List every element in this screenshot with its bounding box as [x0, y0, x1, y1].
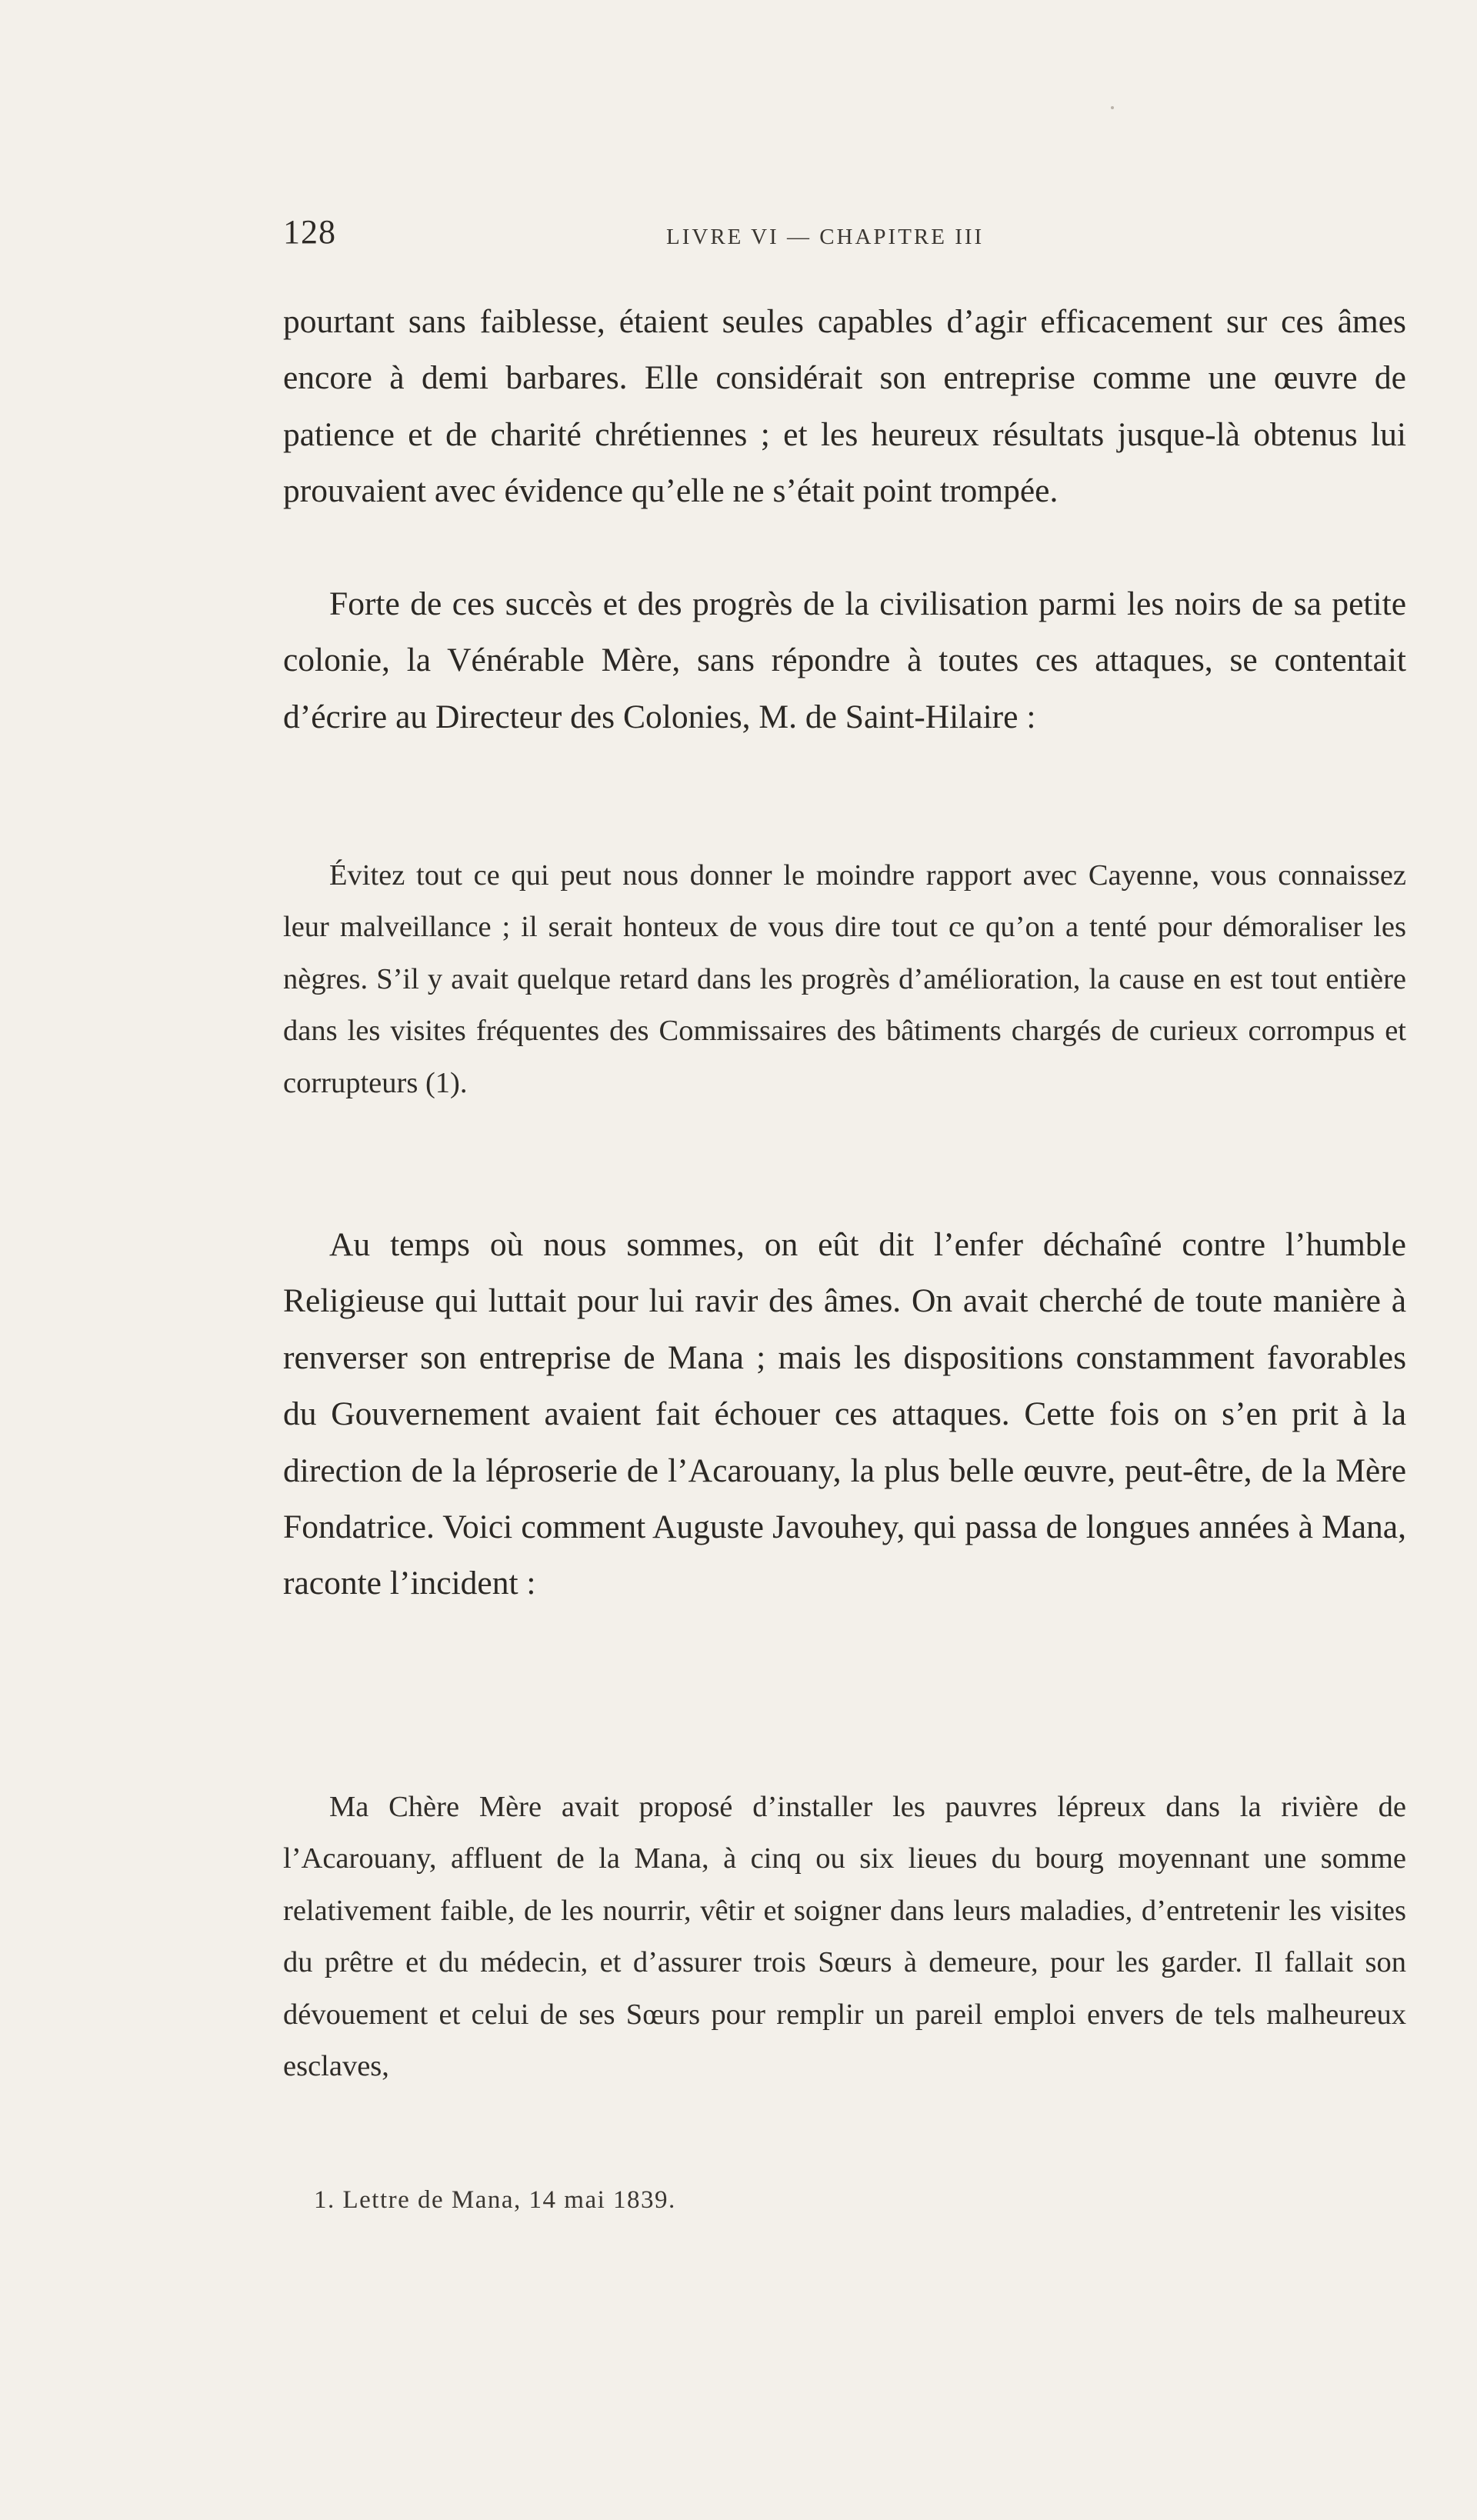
paragraph-2: Forte de ces succès et des progrès de la civilisation parmi les noirs de sa petite colonie, la Vénérable Mère, sans répondre à toutes ces attaques, se contentait d’écrire au Directeur des Colonies, M. de Saint-Hilaire :	[283, 585, 1406, 735]
quotation-2: Ma Chère Mère avait proposé d’installer les pauvres lépreux dans la rivière de l’Acarouany, affluent de la Mana, à cinq ou six lieues du bourg moyennant une somme relativement faible, de les nourrir, vêtir et soigner dans leurs maladies, d’entretenir les visites du prêtre et du médecin, et d’assurer trois Sœurs à demeure, pour les garder. Il fallait son dévouement et celui de ses Sœurs pour remplir un pareil emploi envers de tels malheureux esclaves,	[283, 1791, 1406, 2083]
paragraph-3: Au temps où nous sommes, on eût dit l’enfer déchaîné contre l’humble Religieuse qui luttait pour lui ravir des âmes. On avait cherché de toute manière à renverser son entreprise de Mana ; mais les dispositions constamment favorables du Gouvernement avaient fait échouer ces attaques. Cette fois on s’en prit à la direction de la léproserie de l’Acarouany, la plus belle œuvre, peut-être, de la Mère Fondatrice. Voici comment Auguste Javouhey, qui passa de longues années à Mana, raconte l’incident :	[283, 1226, 1406, 1602]
paragraph-3-block	[283, 1217, 1406, 1612]
paragraph-2-block	[283, 576, 1406, 745]
quotation-1: Évitez tout ce qui peut nous donner le moindre rapport avec Cayenne, vous connaissez leur malveillance ; il serait honteux de vous dire tout ce qu’on a tenté pour démoraliser les nègres. S’il y avait quelque retard dans les progrès d’amélioration, la cause en est tout entière dans les visites fréquentes des Commissaires des bâtiments chargés de curieux corrompus et corrupteurs (1).	[283, 859, 1406, 1099]
page-number: 128	[283, 213, 336, 251]
footnote: 1. Lettre de Mana, 14 mai 1839.	[314, 2186, 676, 2214]
running-head: LIVRE VI — CHAPITRE III	[666, 225, 985, 249]
paragraph-1-block	[283, 294, 1406, 520]
paper-speck	[1111, 106, 1114, 109]
quotation-1-block	[283, 850, 1406, 1109]
quotation-2-block	[283, 1782, 1406, 2092]
page-header	[283, 212, 1406, 258]
paragraph-1: pourtant sans faiblesse, étaient seules capables d’agir efficacement sur ces âmes encore à demi barbares. Elle considérait son entreprise comme une œuvre de patience et de charité chrétiennes ; et les heureux résultats jusque-là obtenus lui prouvaient avec évidence qu’elle ne s’était point trompée.	[283, 303, 1406, 510]
